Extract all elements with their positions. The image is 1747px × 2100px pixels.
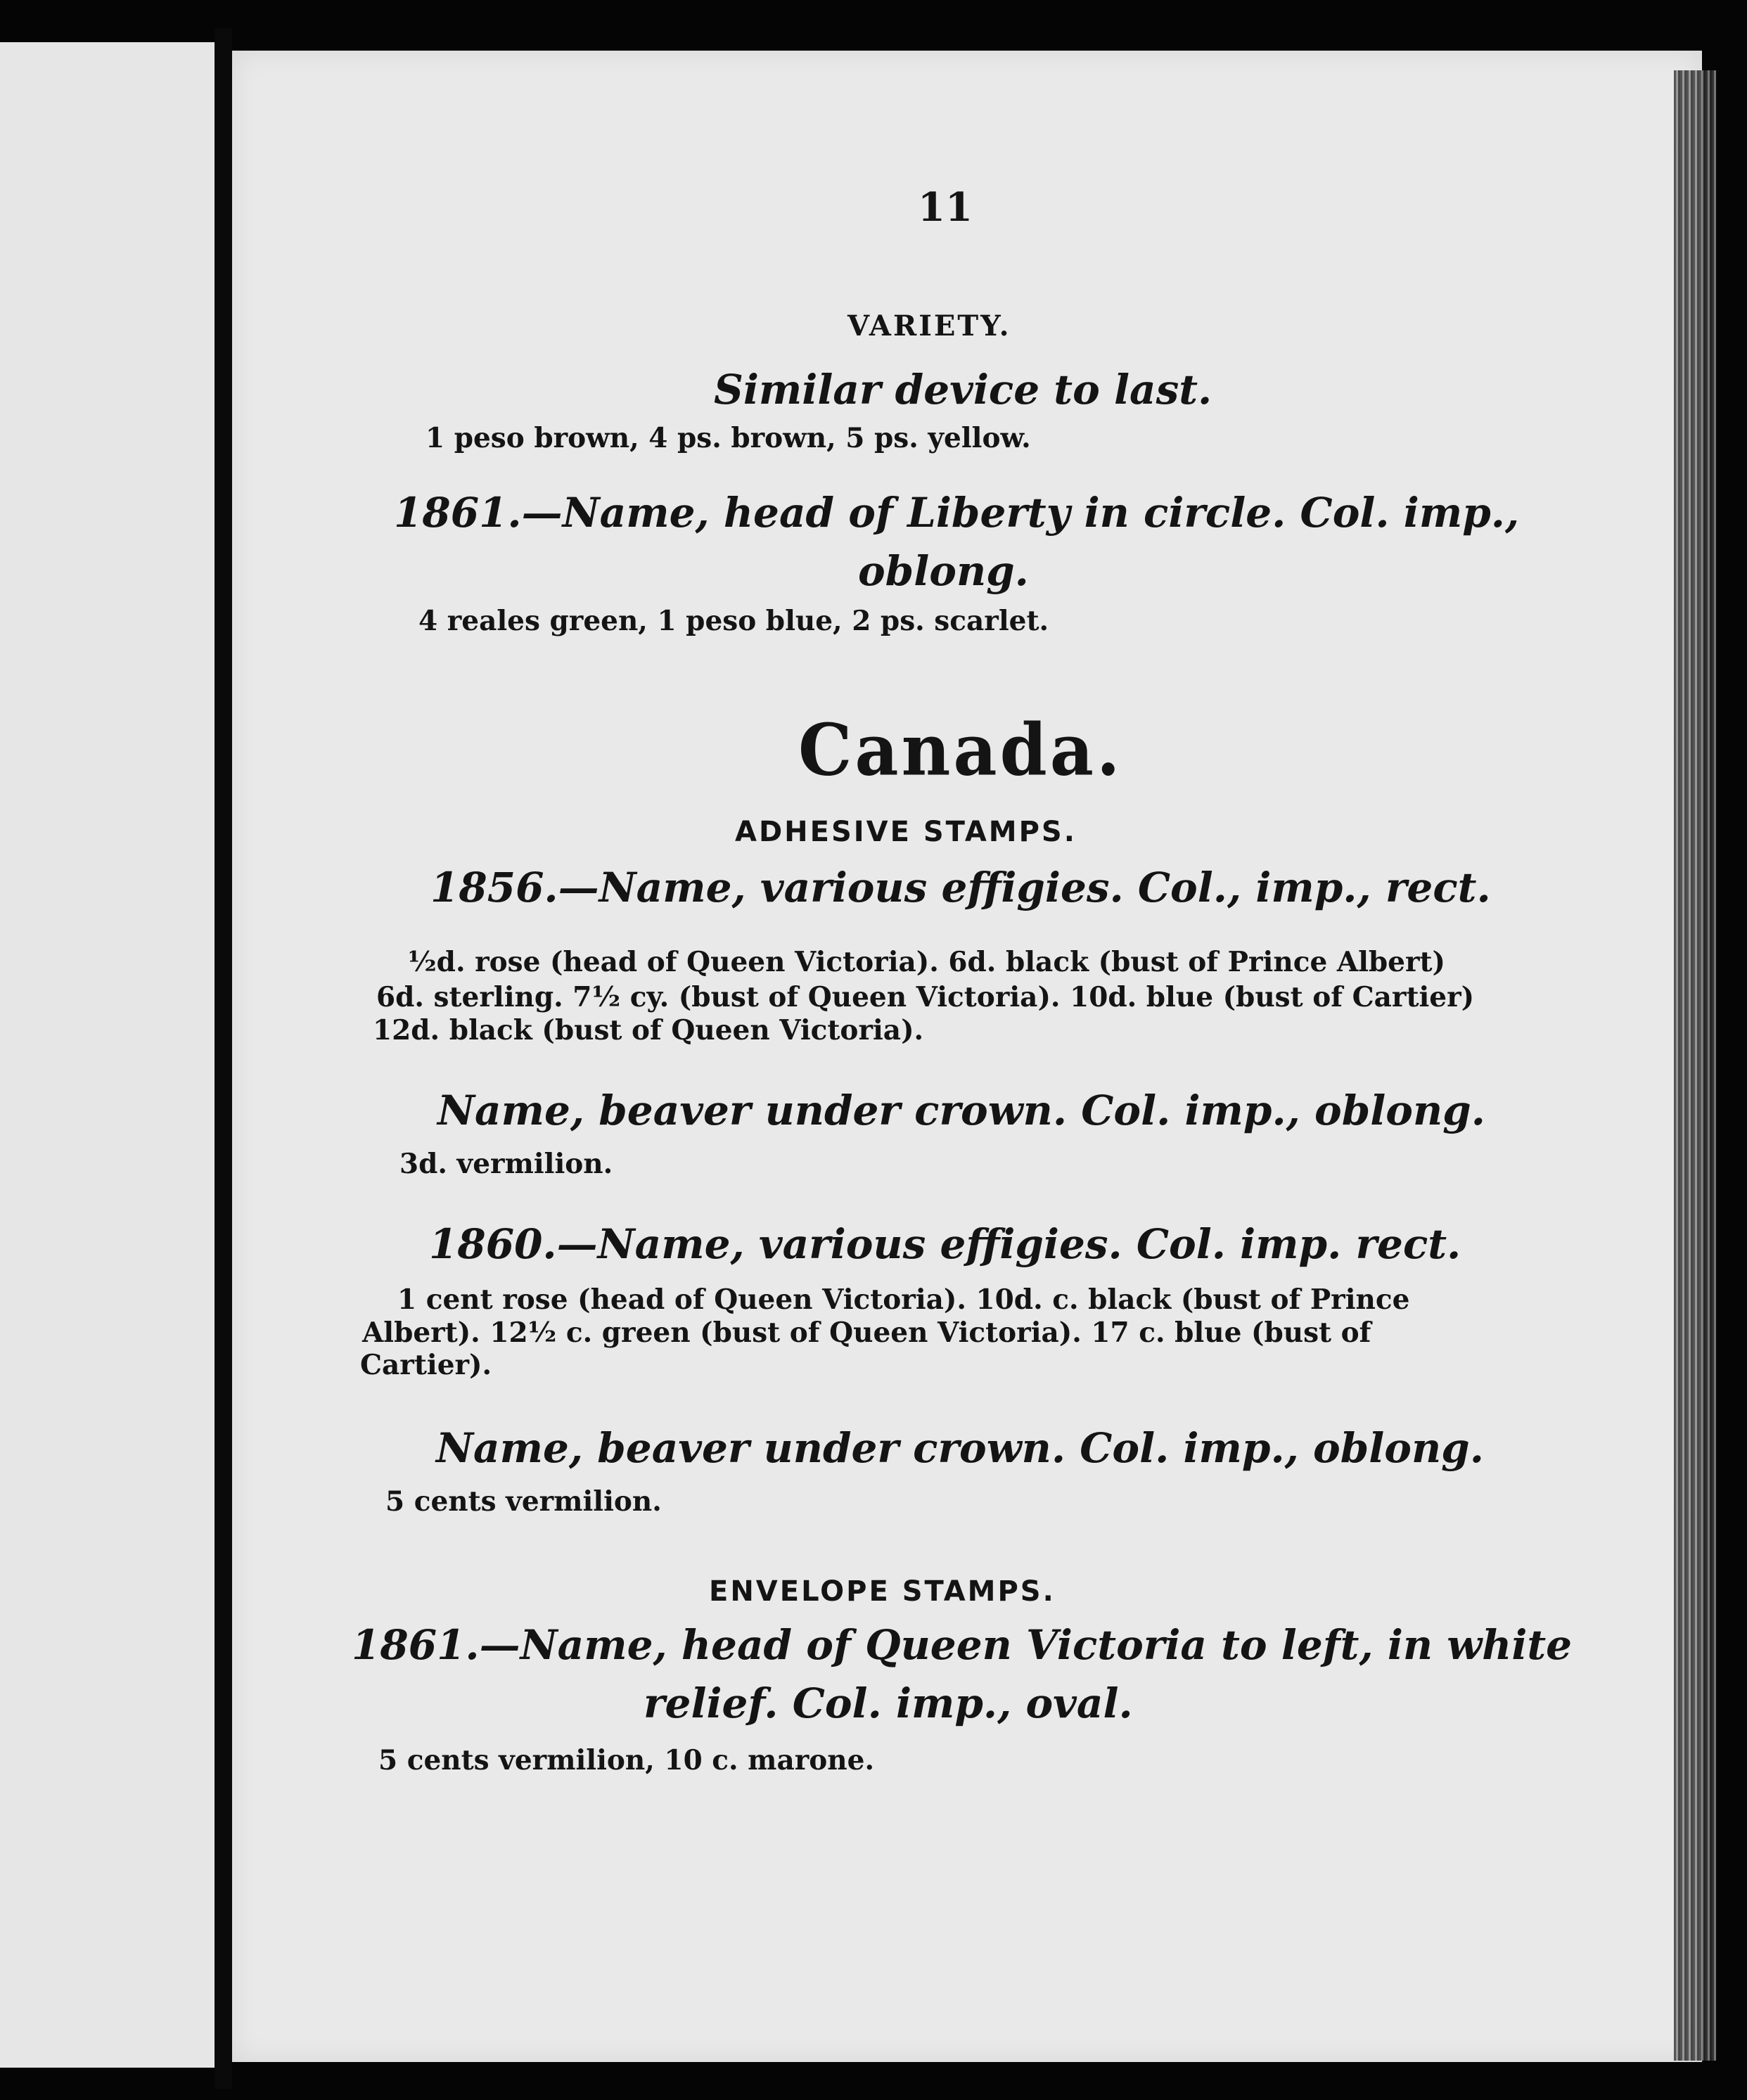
envelope-title-line2: relief. Col. imp., oval.: [644, 1679, 1133, 1727]
page-number: 11: [918, 184, 973, 231]
issue-1860-line1: 1 cent rose (head of Queen Victoria). 10d. c. black (bust of Prince: [397, 1283, 1410, 1316]
issue-1861-liberty-title-line2: oblong.: [858, 547, 1029, 595]
issue-1856-line3: 12d. black (bust of Queen Victoria).: [373, 1014, 924, 1046]
beaver-2-title: Name, beaver under crown. Col. imp., oblong.: [436, 1424, 1484, 1472]
beaver-1-issues: 3d. vermilion.: [399, 1148, 613, 1180]
variety-issues: 1 peso brown, 4 ps. brown, 5 ps. yellow.: [425, 422, 1031, 454]
issue-1856-title: 1856.—Name, various effigies. Col., imp., rect.: [430, 864, 1491, 911]
beaver-1-title: Name, beaver under crown. Col. imp., oblong.: [437, 1087, 1485, 1134]
issue-1856-line1: ½d. rose (head of Queen Victoria). 6d. black (bust of Prince Albert): [408, 946, 1446, 978]
adhesive-heading: ADHESIVE STAMPS.: [735, 816, 1077, 848]
variety-heading: VARIETY.: [847, 309, 1011, 342]
variety-description: Similar device to last.: [714, 366, 1212, 414]
envelope-issues: 5 cents vermilion, 10 c. marone.: [378, 1744, 875, 1776]
page-edge: [1674, 70, 1716, 2061]
book-gutter: [215, 28, 232, 2089]
issue-1860-line2: Albert). 12½ c. green (bust of Queen Victoria). 17 c. blue (bust of: [362, 1317, 1371, 1349]
issue-1860-line3: Cartier).: [360, 1349, 492, 1381]
beaver-2-issues: 5 cents vermilion.: [385, 1485, 662, 1518]
issue-1861-liberty-issues: 4 reales green, 1 peso blue, 2 ps. scarlet.: [418, 605, 1049, 637]
envelope-title-line1: 1861.—Name, head of Queen Victoria to left, in white: [352, 1621, 1573, 1669]
facing-page: [0, 42, 215, 2068]
country-title: Canada.: [798, 708, 1123, 792]
issue-1860-title: 1860.—Name, various effigies. Col. imp. rect.: [429, 1220, 1461, 1268]
envelope-heading: ENVELOPE STAMPS.: [709, 1575, 1056, 1608]
issue-1861-liberty-title-line1: 1861.—Name, head of Liberty in circle. Col. imp.,: [394, 489, 1520, 537]
issue-1856-line2: 6d. sterling. 7½ cy. (bust of Queen Victoria). 10d. blue (bust of Cartier): [376, 981, 1475, 1013]
